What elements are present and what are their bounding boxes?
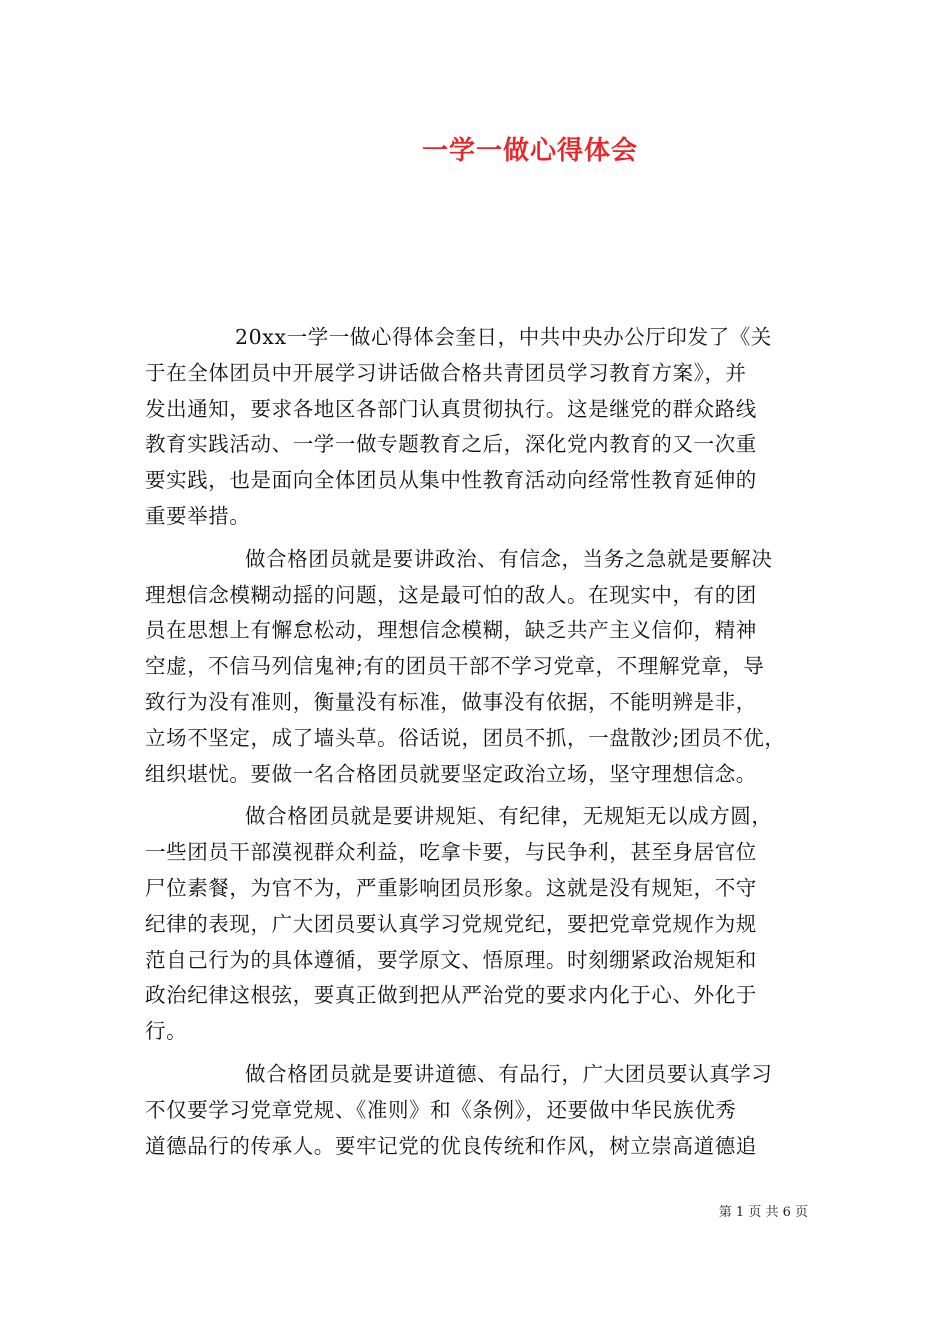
paragraph-line: 空虚，不信马列信鬼神;有的团员干部不学习党章，不理解党章，导 bbox=[145, 654, 765, 679]
page-title: 一学一做心得体会 bbox=[421, 136, 638, 166]
paragraph-line: 发出通知，要求各地区各部门认真贯彻执行。这是继党的群众路线 bbox=[145, 396, 757, 421]
paragraph-line: 组织堪忧。要做一名合格团员就要坚定政治立场，坚守理想信念。 bbox=[145, 761, 757, 786]
paragraph-line: 做合格团员就是要讲道德、有品行，广大团员要认真学习 bbox=[245, 1061, 773, 1086]
paragraph-line: 行。 bbox=[145, 1019, 188, 1044]
paragraph-line: 做合格团员就是要讲政治、有信念，当务之急就是要解决 bbox=[245, 546, 773, 571]
paragraph-line: 政治纪律这根弦，要真正做到把从严治党的要求内化于心、外化于 bbox=[145, 983, 757, 1008]
paragraph-line: 20xx一学一做心得体会奎日，中共中央办公厅印发了《关 bbox=[235, 325, 772, 349]
paragraph-2 bbox=[145, 542, 810, 793]
paragraph-line: 不仅要学习党章党规、《准则》和《条例》，还要做中华民族优秀 bbox=[145, 1097, 737, 1122]
paragraph-line: 重要举措。 bbox=[145, 503, 251, 528]
paragraph-line: 员在思想上有懈怠松动，理想信念模糊，缺乏共产主义信仰，精神 bbox=[145, 618, 757, 643]
paragraph-line: 纪律的表现，广大团员要认真学习党规党纪，要把党章党规作为规 bbox=[145, 911, 757, 936]
paragraph-1 bbox=[145, 320, 810, 535]
page-number: 第 1 页 共 6 页 bbox=[718, 1205, 808, 1220]
paragraph-4 bbox=[145, 1057, 810, 1164]
paragraph-line: 致行为没有准则，衡量没有标准，做事没有依据，不能明辨是非， bbox=[145, 689, 757, 714]
paragraph-line: 道德品行的传承人。要牢记党的优良传统和作风，树立崇高道德追 bbox=[145, 1133, 757, 1158]
paragraph-line: 要实践，也是面向全体团员从集中性教育活动向经常性教育延伸的 bbox=[145, 468, 757, 493]
paragraph-3 bbox=[145, 799, 810, 1050]
paragraph-line: 于在全体团员中开展学习讲话做合格共青团员学习教育方案》，并 bbox=[145, 360, 747, 385]
paragraph-line: 范自己行为的具体遵循，要学原文、悟原理。时刻绷紧政治规矩和 bbox=[145, 947, 757, 972]
paragraph-line: 教育实践活动、一学一做专题教育之后，深化党内教育的又一次重 bbox=[145, 432, 757, 457]
paragraph-line: 一些团员干部漠视群众利益，吃拿卡要，与民争利，甚至身居官位 bbox=[145, 840, 757, 865]
paragraph-line: 立场不坚定，成了墙头草。俗话说，团员不抓，一盘散沙;团员不优， bbox=[145, 725, 786, 750]
document-body bbox=[145, 320, 810, 1164]
paragraph-line: 理想信念模糊动摇的问题，这是最可怕的敌人。在现实中，有的团 bbox=[145, 582, 757, 607]
paragraph-line: 尸位素餐，为官不为，严重影响团员形象。这就是没有规矩，不守 bbox=[145, 875, 757, 900]
paragraph-line: 做合格团员就是要讲规矩、有纪律，无规矩无以成方圆， bbox=[245, 804, 773, 829]
